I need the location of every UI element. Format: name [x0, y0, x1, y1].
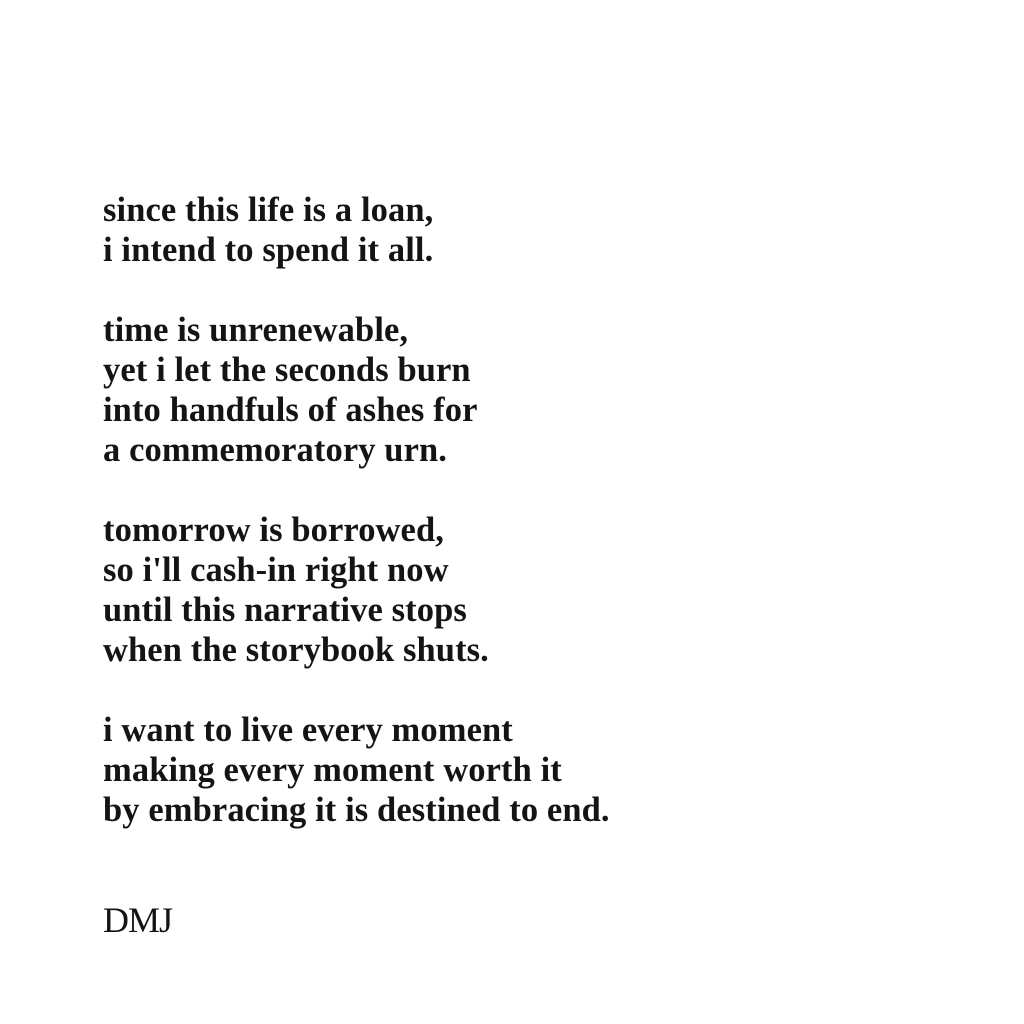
poem-line: when the storybook shuts. — [103, 631, 489, 669]
author-signature: DMJ — [103, 900, 173, 940]
poem-line: making every moment worth it — [103, 751, 562, 789]
stanza-4 — [103, 710, 610, 830]
poem-line: since this life is a loan, — [103, 191, 434, 229]
poem-line: a commemoratory urn. — [103, 431, 448, 469]
stanza-3 — [103, 510, 610, 670]
poem-line: until this narrative stops — [103, 591, 467, 629]
poem-line: so i'll cash-in right now — [103, 551, 449, 589]
stanza-2 — [103, 310, 610, 470]
poem-line: yet i let the seconds burn — [103, 351, 471, 389]
poem-line: i intend to spend it all. — [103, 231, 434, 269]
poem-line: tomorrow is borrowed, — [103, 511, 444, 549]
poem-line: i want to live every moment — [103, 711, 513, 749]
poem-line: time is unrenewable, — [103, 311, 409, 349]
stanza-1 — [103, 190, 610, 270]
poem-body — [103, 190, 610, 830]
poem-line: into handfuls of ashes for — [103, 391, 478, 429]
poem-line: by embracing it is destined to end. — [103, 791, 610, 829]
